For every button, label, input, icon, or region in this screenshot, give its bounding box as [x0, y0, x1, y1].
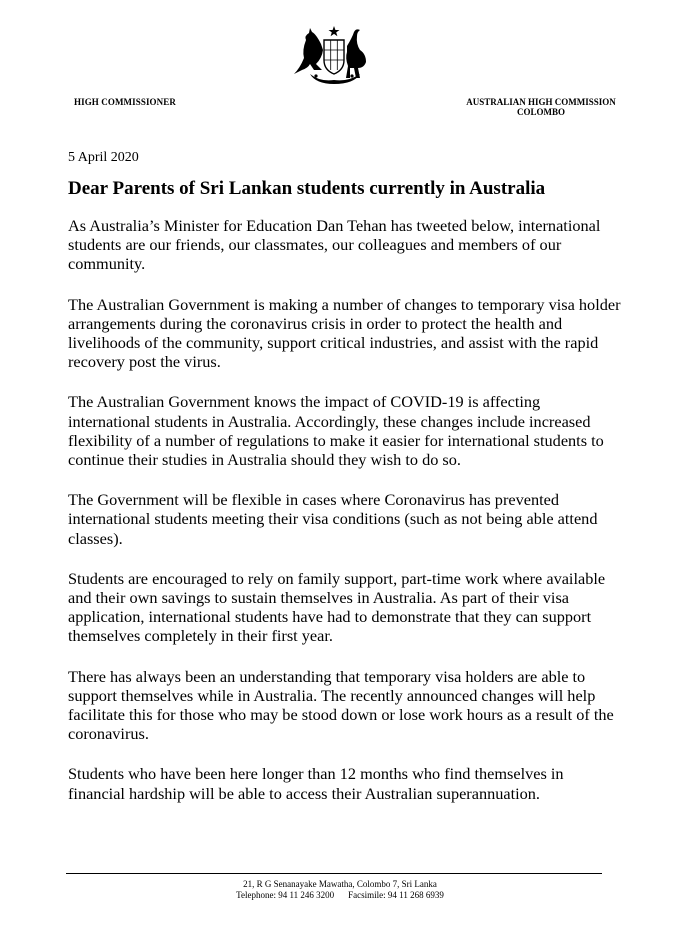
header-commission-line2: COLOMBO: [516, 107, 565, 117]
paragraph: There has always been an understanding that temporary visa holders are able to support themselves while in Australia. The recently announced changes will help facilitate this for those who may be stood down or lose work hours as a result of the coronavirus.: [68, 666, 614, 744]
coat-of-arms-icon: [290, 24, 378, 86]
footer-divider: [66, 873, 602, 874]
paragraph: As Australia’s Minister for Education Dan Tehan has tweeted below, international students are our friends, our classmates, our colleagues and members of our community.: [68, 216, 601, 274]
paragraph: Students are encouraged to rely on family support, part-time work where available and their own savings to sustain themselves in Australia. As part of their visa application, international students have had to demonstrate that they can support themselves completely in their first year.: [68, 568, 606, 646]
paragraph: The Australian Government knows the impact of COVID-19 is affecting international students in Australia. Accordingly, these changes include increased flexibility of a number of regulations to make it easier for international students to continue their studies in Australia should they wish to do so.: [68, 392, 604, 470]
paragraph: Students who have been here longer than 12 months who find themselves in financial hardship will be able to access their Australian superannuation.: [68, 764, 564, 803]
footer-telephone: Telephone: 94 11 246 3200: [236, 890, 335, 900]
header-high-commissioner: HIGH COMMISSIONER: [74, 97, 176, 107]
letter-body: [68, 216, 623, 824]
paragraph: The Government will be flexible in cases where Coronavirus has prevented international students meeting their visa conditions (such as not being able attend classes).: [68, 490, 598, 548]
footer-address: 21, R G Senanayake Mawatha, Colombo 7, Sri Lanka: [243, 879, 437, 889]
footer: [130, 879, 550, 901]
paragraph: The Australian Government is making a number of changes to temporary visa holder arrangements during the coronavirus crisis in order to protect the health and livelihoods of the community, support critical industries, and assist with the rapid recovery post the virus.: [68, 294, 621, 372]
header-commission-line1: AUSTRALIAN HIGH COMMISSION: [466, 97, 616, 107]
footer-contact: [130, 890, 550, 901]
letter-date: 5 April 2020: [68, 150, 139, 165]
header-commission: [436, 97, 646, 117]
letter-title: Dear Parents of Sri Lankan students currently in Australia: [68, 178, 546, 199]
footer-facsimile: Facsimile: 94 11 268 6939: [348, 890, 444, 900]
